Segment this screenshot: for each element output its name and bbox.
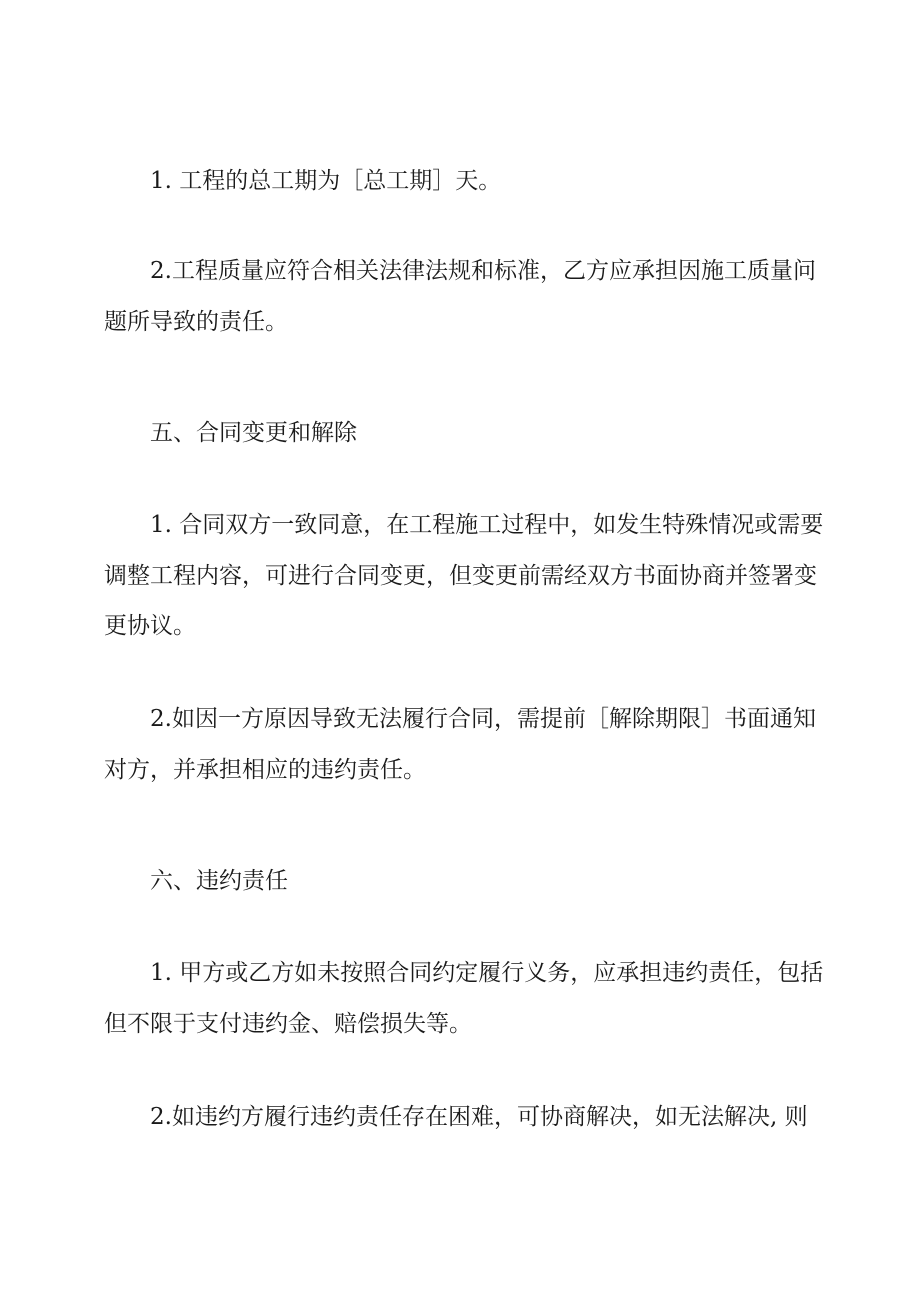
clause-quality-line-1: 2.工程质量应符合相关法律法规和标准，乙方应承担因施工质量问: [150, 258, 816, 284]
clause-change-line-2: 调整工程内容，可进行合同变更，但变更前需经双方书面协商并签署变: [104, 563, 817, 589]
clause-termination-line-1: 2.如因一方原因导致无法履行合同，需提前［解除期限］书面通知: [150, 706, 816, 732]
section-heading-5: 五、合同变更和解除: [150, 420, 357, 446]
clause-termination-line-2: 对方，并承担相应的违约责任。: [104, 757, 426, 783]
section-heading-6: 六、违约责任: [150, 868, 288, 894]
clause-resolution-line-1: 2.如违约方履行违约责任存在困难，可协商解决，如无法解决, 则: [150, 1104, 808, 1130]
clause-change-line-1: 1. 合同双方一致同意，在工程施工过程中，如发生特殊情况或需要: [150, 512, 824, 538]
clause-breach-line-2: 但不限于支付违约金、赔偿损失等。: [104, 1011, 472, 1037]
clause-breach-line-1: 1. 甲方或乙方如未按照合同约定履行义务，应承担违约责任，包括: [150, 960, 824, 986]
clause-duration-line-1: 1. 工程的总工期为［总工期］天。: [150, 168, 502, 194]
clause-change-line-3: 更协议。: [104, 613, 196, 639]
clause-quality-line-2: 题所导致的责任。: [104, 309, 288, 335]
